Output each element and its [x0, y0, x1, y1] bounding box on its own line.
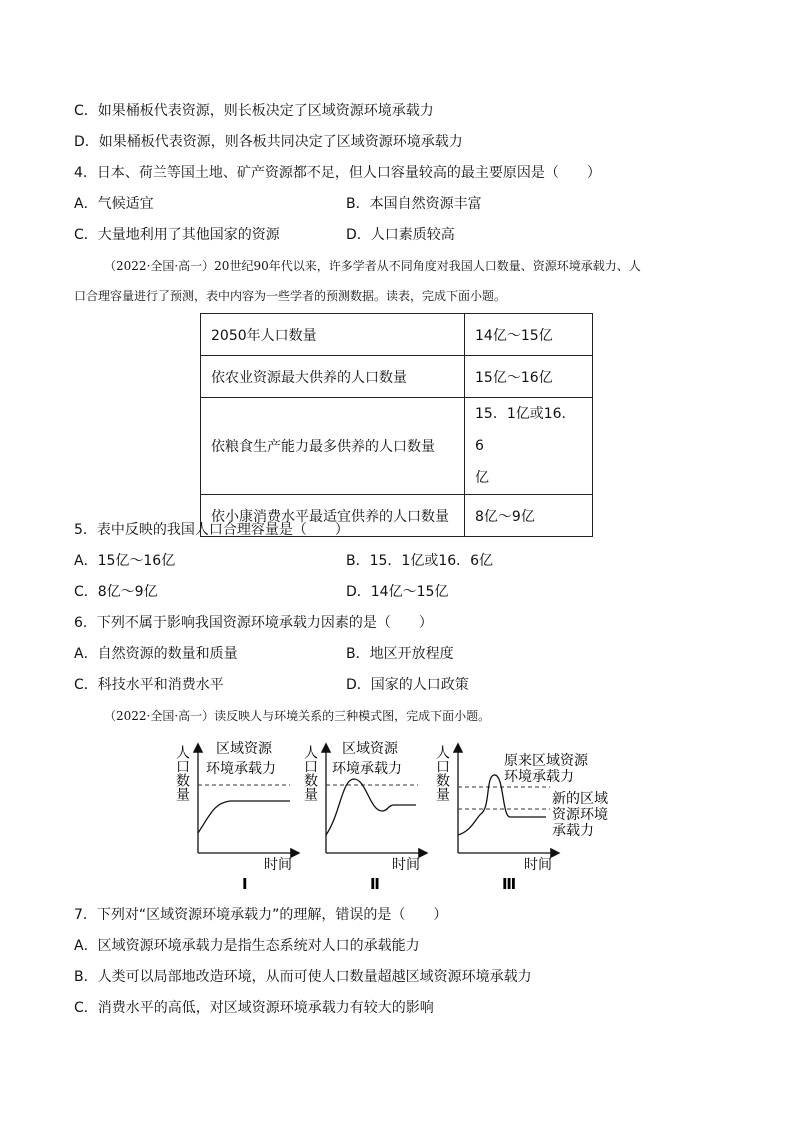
q5-option-b: B．15．1亿或16．6亿	[346, 553, 494, 569]
table-cell-label: 2050年人口数量	[201, 314, 465, 356]
panel-3-roman: Ⅲ	[502, 875, 517, 893]
table-cell-value: 14亿～15亿	[465, 314, 593, 356]
q6-stem: 6．下列不属于影响我国资源环境承载力因素的是（ ）	[74, 615, 433, 631]
new-capacity-label-line3: 承载力	[552, 823, 594, 839]
x-axis-label: 时间	[524, 857, 552, 873]
panel-1-roman: Ⅰ	[242, 875, 248, 893]
table-cell-label: 依农业资源最大供养的人口数量	[201, 356, 465, 398]
q3-option-d: D．如果桶板代表资源，则各板共同决定了区域资源环境承载力	[74, 134, 463, 150]
q7-stem: 7．下列对“区域资源环境承载力”的理解，错误的是（ ）	[74, 907, 448, 923]
table-cell-value-line1: 15．1亿或16．6	[475, 406, 576, 454]
q4-stem: 4．日本、荷兰等国土地、矿产资源都不足，但人口容量较高的最主要原因是（ ）	[74, 165, 601, 181]
new-capacity-label-line2: 资源环境	[552, 807, 608, 823]
table-cell-value	[465, 398, 593, 495]
new-capacity-label-line1: 新的区域	[552, 791, 608, 807]
q6-option-c: C．科技水平和消费水平	[74, 677, 224, 693]
q5-option-c: C．8亿～9亿	[74, 584, 158, 600]
prediction-table	[200, 313, 593, 537]
x-axis-label: 时间	[392, 857, 420, 873]
q7-option-b: B．人类可以局部地改造环境，从而可使人口数量超越区域资源环境承载力	[74, 969, 532, 985]
y-axis-label: 人口数量	[302, 745, 318, 801]
q4-option-a: A．气候适宜	[74, 196, 154, 212]
q7-option-a: A．区域资源环境承载力是指生态系统对人口的承载能力	[74, 938, 420, 954]
capacity-label-line2: 环境承载力	[206, 761, 276, 777]
material-intro-line1: （2022·全国·高一）20世纪90年代以来，许多学者从不同角度对我国人口数量、资源环境承载力、人	[104, 259, 641, 273]
q6-option-a: A．自然资源的数量和质量	[74, 646, 238, 662]
capacity-label-line1: 区域资源	[342, 741, 398, 757]
q5-option-d: D．14亿～15亿	[346, 584, 449, 600]
table-cell-label: 依粮食生产能力最多供养的人口数量	[201, 398, 465, 495]
panel-1	[174, 741, 298, 893]
population-environment-models-figure	[174, 735, 630, 895]
q4-option-b: B．本国自然资源丰富	[346, 196, 482, 212]
q4-option-c: C．大量地利用了其他国家的资源	[74, 227, 280, 243]
capacity-label-line1: 区域资源	[216, 741, 272, 757]
population-curve	[326, 779, 416, 835]
q3-option-c: C．如果桶板代表资源，则长板决定了区域资源环境承载力	[74, 103, 434, 119]
capacity-label-line2: 环境承载力	[332, 761, 402, 777]
q6-option-d: D．国家的人口政策	[346, 677, 469, 693]
table-cell-value: 8亿～9亿	[465, 495, 593, 537]
panel-2-roman: Ⅱ	[370, 875, 380, 893]
table-row	[201, 356, 593, 398]
q5-option-a: A．15亿～16亿	[74, 553, 176, 569]
table-cell-label: 依小康消费水平最适宜供养的人口数量	[201, 495, 465, 537]
table-row	[201, 398, 593, 495]
q5-stem: 5．表中反映的我国人口合理容量是（ ）	[74, 522, 349, 538]
table-cell-value-line2: 亿	[475, 470, 489, 486]
y-axis-label: 人口数量	[434, 745, 450, 801]
x-axis-label: 时间	[264, 857, 292, 873]
q6-option-b: B．地区开放程度	[346, 646, 454, 662]
material-intro-line2: 口合理容量进行了预测，表中内容为一些学者的预测数据。读表，完成下面小题。	[74, 289, 507, 303]
figure-intro: （2022·全国·高一）读反映人与环境关系的三种模式图，完成下面小题。	[104, 709, 491, 723]
old-capacity-label-line2: 环境承载力	[504, 769, 574, 785]
table-cell-value: 15亿～16亿	[465, 356, 593, 398]
y-axis-label: 人口数量	[174, 745, 190, 801]
panel-3	[434, 745, 608, 893]
table-row	[201, 314, 593, 356]
old-capacity-label-line1: 原来区域资源	[504, 753, 588, 769]
population-curve	[198, 801, 290, 833]
panel-2	[302, 741, 426, 893]
q7-option-c: C．消费水平的高低，对区域资源环境承载力有较大的影响	[74, 1000, 434, 1016]
q4-option-d: D．人口素质较高	[346, 227, 455, 243]
